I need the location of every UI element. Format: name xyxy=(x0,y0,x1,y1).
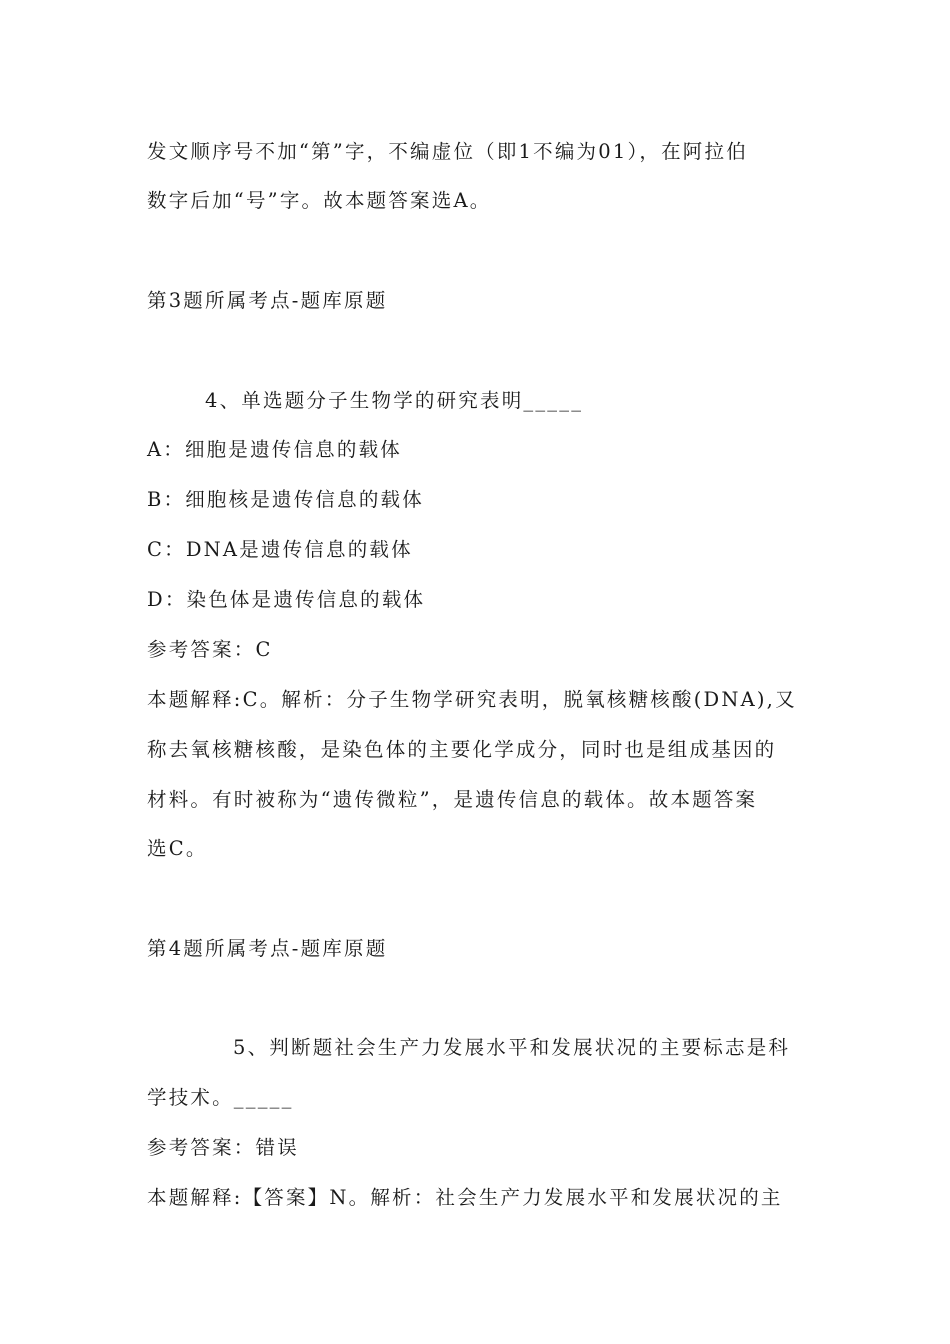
reference-answer: 参考答案：C xyxy=(147,638,273,661)
question-stem-continued: 学技术。_____ xyxy=(147,1086,294,1109)
option-c: C：DNA是遗传信息的载体 xyxy=(147,538,413,561)
explanation-text-line: 发文顺序号不加“第”字，不编虚位（即1不编为01），在阿拉伯 xyxy=(147,140,748,163)
option-d: D：染色体是遗传信息的载体 xyxy=(147,588,426,611)
topic-label: 第3题所属考点-题库原题 xyxy=(147,289,388,312)
explanation-text-line: 选C。 xyxy=(147,837,208,860)
topic-label: 第4题所属考点-题库原题 xyxy=(147,937,388,960)
option-b: B：细胞核是遗传信息的载体 xyxy=(147,488,424,511)
question-stem: 4、单选题分子生物学的研究表明_____ xyxy=(205,389,584,412)
explanation-text-line: 材料。有时被称为“遗传微粒”，是遗传信息的载体。故本题答案 xyxy=(147,788,758,811)
option-a: A：细胞是遗传信息的载体 xyxy=(147,438,402,461)
explanation-text-line: 本题解释:C。解析：分子生物学研究表明，脱氧核糖核酸(DNA),又 xyxy=(147,688,797,711)
question-stem: 5、判断题社会生产力发展水平和发展状况的主要标志是科 xyxy=(233,1036,791,1059)
reference-answer: 参考答案：错误 xyxy=(147,1136,299,1159)
explanation-text-line: 数字后加“号”字。故本题答案选A。 xyxy=(147,189,492,212)
explanation-text-line: 称去氧核糖核酸，是染色体的主要化学成分，同时也是组成基因的 xyxy=(147,738,777,761)
explanation-text-line: 本题解释:【答案】N。解析：社会生产力发展水平和发展状况的主 xyxy=(147,1186,783,1209)
